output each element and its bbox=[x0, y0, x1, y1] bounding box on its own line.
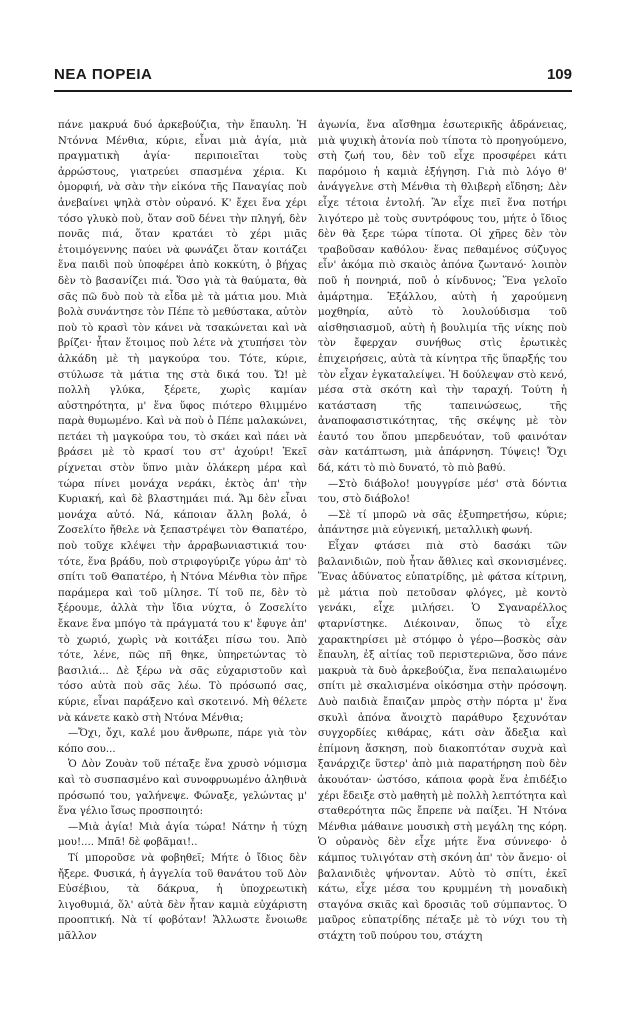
paragraph: ἀγωνία, ἕνα αἴσθημα ἐσωτερικῆς ἀδράνειας, μιὰ ψυχικὴ ἀτονία ποὺ τίποτα τὸ προηγούμενο, στὴ ζωή του, δὲν τοῦ εἶχε προσφέρει κάτι παρόμοιο ἡ καμιὰ ἐξήγηση. Γιὰ πιὸ λόγο θ' ἀνάγγελνε στὴ Μένθια τὴ θλιβερὴ εἴδηση; Δὲν εἶχε τέτοια ἐντολή. Ἂν εἶχε πιεῖ ἕνα ποτήρι λιγότερο μὲ τοὺς συντρόφους του, μήτε ὁ ἴδιος δὲν θὰ ξερε τώρα τίποτα. Οἱ χῆρες δὲν τὸν τραβοῦσαν καθόλου· ἕνας πεθαμένος σύζυγος εἶν' ἀκόμα πιὸ σκαιὸς ἀπόνα ζωντανό· λοιπὸν ποῦ ἡ πονηριά, ποῦ ὁ κίνδυνος; Ἕνα γελοῖο ἁμάρτημα. Ἐξάλλου, αὐτὴ ἡ χαρούμενη μοχθηρία, αὐτὸ τὸ λουλούδισμα τοῦ αἰσθησιασμοῦ, αὐτὴ ἡ βουλιμία τῆς νίκης ποὺ τὸν ἔφερχαν συνήθως στὶς ἐρωτικὲς ἐπιχειρήσεις, αὐτὰ τὰ κίνητρα τῆς ὕπαρξής του τὸν εἶχαν ἐγκαταλείψει. Ἡ δούλεψαν στὸ κενό, μέσα στὰ σκότη καὶ τὴν ταραχή. Τούτη ἡ κατάσταση τῆς ταπεινώσεως, τῆς ἀναποφασιστικότητας, τῆς σκέψης μὲ τὸν ἑαυτό του ὅπου μπερδευόταν, τοῦ φαινόταν σὰν κατάπτωση, μιὰ ἀπάρνηση. Τύψεις! Ὄχι δά, κάτι τὸ πιὸ δυνατό, τὸ πιὸ βαθύ. bbox=[318, 120, 567, 475]
paragraph: Εἶχαν φτάσει πιὰ στὸ δασάκι τῶν βαλανιδιῶν, ποὺ ἦταν ἄθλιες καὶ σκονισμένες. Ἕνας ἀδύνατος εὐπατρίδης, μὲ φάτσα κίτρινη, μὲ μάτια ποὺ πετοῦσαν φλόγες, μὲ κοντὸ γενάκι, εἶχε μιλήσει. Ὁ Σγαναρέλλος φταρνίστηκε. Διέκοιναν, ὅπως τὸ εἶχε χαρακτηρίσει μὲ στόμφο ὁ γέρο—βοσκὸς σὰν ἔπαυλη, ἐξ αἰτίας τοῦ περιστεριῶνα, ὅσο πάνε μακρυὰ τὰ δυὸ ἀρκεβούζια, ἕνα πεπαλαιωμένο σπίτι μὲ σκαλισμένα οἰκόσημα στὴν πρόσοψη. Δυὸ παιδιὰ ἔπαιζαν μπρὸς στὴν πόρτα μ' ἕνα σκυλὶ ἀπόνα ἄνοιχτὸ παράθυρο ξεχυνόταν συγχορδίες κιθάρας, κάτι σὰν ἄδεξια καὶ ἐπίμονη ἄσκηση, ποὺ διακοπτόταν συχνὰ καὶ ξανάρχιζε ὕστερ' ἀπὸ μιὰ παρατήρηση ποὺ δὲν ἀκουόταν· ὡστόσο, κάποια φορὰ ἕνα ἐπιδέξιο χέρι ἔδειξε στὸ μαθητὴ μὲ πολλὴ λεπτότητα καὶ σταθερότητα πῶς ἔπρεπε νὰ παίξει. Ἡ Ντόνα Μένθια μάθαινε μουσικὴ στὴ μεγάλη της κόρη. Ὁ οὐρανὸς δὲν εἶχε μήτε ἕνα σύννεφο· ὁ κάμπος τυλιγόταν στὴ σκόνη ἀπ' τὸν ἄνεμο· οἱ βαλανιδιὲς ψήνονταν. Αὐτὸ τὸ σπίτι, ἐκεῖ κάτω, εἶχε μέσα του κρυμμένη τὴ μοναδικὴ σταγόνα σκιᾶς καὶ δροσιᾶς τοῦ σύμπαντος. Ὁ μαῦρος εὐπατρίδης πέταξε μὲ τὸ νύχι του τὴ στάχτη τοῦ πούρου του, στάχτη bbox=[318, 541, 567, 942]
paragraph: —Σὲ τί μπορῶ νὰ σᾶς ἐξυπηρετήσω, κύριε; ἀπάντησε μιὰ εὐγενική, μεταλλικὴ φωνή. bbox=[318, 509, 567, 537]
header-rule bbox=[54, 90, 572, 92]
paragraph: —Ὄχι, ὄχι, καλέ μου ἄνθρωπε, πάρε γιὰ τὸν κόπο σου... bbox=[58, 728, 307, 755]
running-head bbox=[54, 66, 572, 84]
journal-title: ΝΕΑ ΠΟΡΕΙΑ bbox=[54, 66, 153, 83]
paragraph: —Μιὰ ἁγία! Μιὰ ἁγία τώρα! Νάτην ἡ τύχη μου!.... Μπᾶ! δὲ φοβᾶμαι!.. bbox=[58, 821, 307, 849]
page-number: 109 bbox=[546, 66, 572, 83]
paragraph: πάνε μακρυά δυό ἀρκεβούζια, τὴν ἔπαυλη. Ἡ Ντόννα Μένθια, κύριε, εἶναι μιὰ ἁγία, μιὰ πραγματικὴ ἁγία· περιποιεῖται τοὺς ἀρρώστους, γιατρεύει σπασμένα χέρια. Κι ὀμορφιή, νὰ σὰν τὴν εἰκόνα τῆς Παναγίας ποὺ ἀνεβαίνει ψηλὰ στὸν οὐρανό. Κ' ἔχει ἕνα χέρι τόσο γλυκὸ ποὺ, ὅταν σοῦ δένει τὴν πληγή, δὲν πονᾶς πιά, ὅταν κρατάει τὸ χέρι μιᾶς ἑτοιμόγεννης παύει νὰ φωνάζει ὅταν κοιτάζει ἕνα παιδὶ ποὺ ὑποφέρει ἀπὸ κοκκύτη, ὁ βήχας δὲν τὸ βασανίζει πιά. Ὅσο γιὰ τὰ θαύματα, θὰ σᾶς πῶ δυὸ ποὺ τὰ εἶδα μὲ τὰ μάτια μου. Μιὰ βολὰ συνάντησε τὸν Πέπε τὸ μεθύστακα, αὐτὸν ποὺ τὸ κρασὶ τὸν κάνει νὰ τσακώνεται καὶ νὰ βρίζει· ἦταν ἕτοιμος ποὺ λέτε νὰ χτυπήσει τὸν ἀλκάδη μὲ τὴ μαγκούρα του. Τότε, κύριε, στύλωσε τὰ μάτια της στὰ δικά του. Ὤ! μὲ πολλὴ γλύκα, ξέρετε, χωρὶς καμίαν αὐστηρότητα, μ' ἕνα ὕφος πιότερο θλιμμένο παρὰ θυμωμένο. Καὶ νὰ ποὺ ὁ Πέπε μαλακώνει, πετάει τὴ μαγκούρα του, τὸ σκάει καὶ πάει νὰ βράσει μὲ τὸ κρασί του στ' ἀχούρι! Ἐκεῖ ρίχνεται στὸν ὕπνο μιὰν ὁλάκερη μέρα καὶ τώρα πίνει μονάχα νεράκι, ἐκτὸς ἀπ' τὴν Κυριακή, καὶ δὲ βλαστημάει πιά. Ἄμ δὲν εἶναι μονάχα αὐτό. Νά, κάποιαν ἄλλη βολά, ὁ Ζοσελίτο ἤθελε νὰ ξεπαστρέψει τὸν Θαπατέρο, ποὺ τοῦχε κλέψει τὴν ἀρραβωνιαστικιά του· τότε, ἕνα βράδυ, ποὺ στριφογύριζε γύρω ἀπ' τὸ σπίτι τοῦ Θαπατέρο, ἡ Ντόνα Μένθια τὸν πῆρε παράμερα καὶ τοῦ μίλησε. Τί τοῦ πε, δὲν τὸ ξέρουμε, ἀλλὰ τὴν ἴδια νύχτα, ὁ Ζοσελίτο ἔκανε ἕνα μπόγο τὰ πράγματά του κ' ἔφυγε ἀπ' τὸ χωριό, χωρὶς νὰ κοιτάξει πίσω του. Ἀπὸ τότε, λένε, πῶς πῆ θηκε, ὑπηρετώντας τὸ βασιλιά... Δὲ ξέρω νὰ σᾶς εὐχαριστοῦν καὶ τόσο αὐτὰ ποὺ σᾶς λέω. Τὸ πρόσωπό σας, κύριε, εἶναι παράξενο καὶ σκοτεινό. Μὴ θέλετε νὰ κάνετε κακὸ στὴ Ντόνα Μένθια; bbox=[58, 120, 307, 724]
left-column bbox=[58, 118, 307, 1008]
paragraph: Τί μποροῦσε νὰ φοβηθεῖ; Μήτε ὁ ἴδιος δὲν ἤξερε. Φυσικά, ἡ ἀγγελία τοῦ θανάτου τοῦ Δὸν Εὐσέβιου, τὰ δάκρυα, ἡ ὑποχρεωτικὴ λιγοθυμιά, ὅλ' αὐτὰ δὲν ἦταν καμιὰ εὐχάριστη προοπτική. Νὰ τί φοβόταν! Ἄλλωστε ἔνοιωθε μᾶλλον bbox=[58, 852, 307, 942]
right-column bbox=[318, 118, 567, 1008]
paragraph: —Στὸ διάβολο! μουγγρίσε μέσ' στὰ δόντια του, στὸ διάβολο! bbox=[318, 478, 567, 506]
paragraph: Ὁ Δὸν Ζουὰν τοῦ πέταξε ἕνα χρυσὸ νόμισμα καὶ τὸ συσπασμένο καὶ συνοφρυωμένο ἀληθινὰ πρόσωπό του, γαλήνεψε. Φώναξε, γελώντας μ' ἕνα γέλιο ἴσως προσποιητό: bbox=[58, 759, 307, 818]
